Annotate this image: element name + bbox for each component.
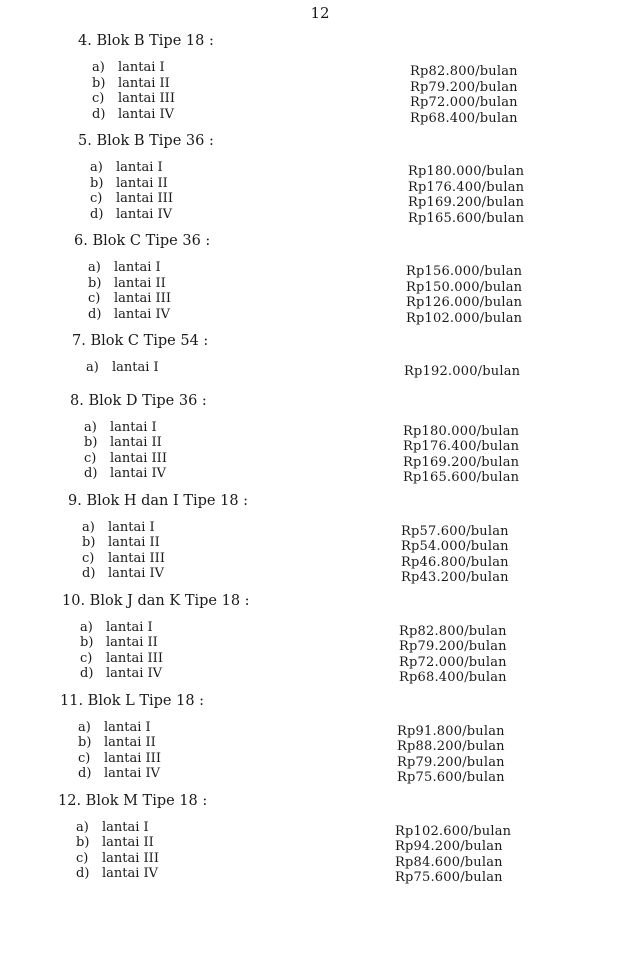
monthly-price: Rp156.000/bulan xyxy=(406,264,523,279)
floor-label: lantai I xyxy=(104,719,151,735)
tariff-row xyxy=(0,666,640,685)
floor-item xyxy=(82,551,165,566)
section-title: 9. Blok H dan I Tipe 18 : xyxy=(68,492,249,509)
floor-item xyxy=(92,91,175,106)
floor-label: lantai IV xyxy=(110,466,167,481)
floor-label: lantai III xyxy=(104,750,161,766)
monthly-price: Rp54.000/bulan xyxy=(401,539,509,554)
floor-item xyxy=(76,851,159,866)
monthly-price: Rp79.200/bulan xyxy=(397,754,505,770)
monthly-price: Rp72.000/bulan xyxy=(399,654,507,670)
tariff-row xyxy=(0,306,640,326)
monthly-price: Rp57.600/bulan xyxy=(401,523,509,539)
item-letter: b) xyxy=(76,835,90,850)
section-title: 7. Blok C Tipe 54 : xyxy=(72,333,209,349)
item-letter: d) xyxy=(90,206,104,222)
floor-item xyxy=(90,191,173,206)
floor-item xyxy=(92,107,174,122)
floor-item xyxy=(80,666,162,681)
tariff-row xyxy=(0,550,640,570)
floor-item xyxy=(82,566,164,581)
section-title: 4. Blok B Tipe 18 : xyxy=(78,33,214,49)
item-letter: b) xyxy=(82,535,96,550)
monthly-price: Rp75.600/bulan xyxy=(397,770,505,785)
floor-item xyxy=(84,451,167,466)
floor-label: lantai II xyxy=(106,635,158,650)
floor-label: lantai III xyxy=(114,291,171,306)
floor-item xyxy=(80,620,153,635)
floor-label: lantai IV xyxy=(114,306,171,322)
tariff-section xyxy=(0,490,640,585)
floor-label: lantai II xyxy=(116,175,168,191)
tariff-row xyxy=(0,735,640,754)
tariff-row xyxy=(0,535,640,554)
tariff-row xyxy=(0,60,640,79)
item-letter: c) xyxy=(92,91,105,106)
floor-label: lantai III xyxy=(106,650,163,666)
document-body xyxy=(0,30,640,890)
item-letter: c) xyxy=(76,850,89,866)
floor-label: lantai II xyxy=(102,835,154,850)
section-title: 10. Blok J dan K Tipe 18 : xyxy=(62,592,250,609)
monthly-price: Rp94.200/bulan xyxy=(395,839,503,854)
item-letter: c) xyxy=(88,291,101,306)
floor-label: lantai II xyxy=(108,535,160,550)
floor-item xyxy=(80,651,163,666)
item-letter: a) xyxy=(84,419,97,435)
item-letter: c) xyxy=(80,650,93,666)
tariff-row xyxy=(0,750,640,770)
floor-item xyxy=(82,535,160,550)
monthly-price: Rp165.600/bulan xyxy=(403,470,520,485)
tariff-row xyxy=(0,466,640,485)
floor-label: lantai IV xyxy=(102,866,159,881)
floor-item xyxy=(88,260,161,275)
tariff-row xyxy=(0,650,640,670)
floor-item xyxy=(82,520,155,535)
item-letter: b) xyxy=(84,435,98,450)
item-letter: b) xyxy=(80,635,94,650)
floor-item xyxy=(76,835,154,850)
floor-label: lantai II xyxy=(110,435,162,450)
item-letter: d) xyxy=(92,106,106,122)
item-letter: a) xyxy=(92,60,105,75)
tariff-section xyxy=(0,390,640,485)
item-letter: a) xyxy=(80,619,93,635)
floor-item xyxy=(90,176,168,191)
item-letter: a) xyxy=(90,160,103,175)
tariff-row xyxy=(0,360,640,379)
item-letter: d) xyxy=(84,466,98,481)
item-letter: d) xyxy=(88,306,102,322)
item-letter: c) xyxy=(78,750,91,766)
floor-label: lantai I xyxy=(112,360,159,375)
section-title: 6. Blok C Tipe 36 : xyxy=(74,233,211,249)
floor-item xyxy=(90,207,172,222)
floor-label: lantai II xyxy=(104,735,156,750)
tariff-row xyxy=(0,260,640,279)
tariff-row xyxy=(0,419,640,439)
floor-label: lantai III xyxy=(110,450,167,466)
tariff-row xyxy=(0,275,640,295)
tariff-section xyxy=(0,790,640,885)
item-letter: d) xyxy=(82,566,96,581)
floor-item xyxy=(76,820,149,835)
floor-label: lantai III xyxy=(116,191,173,206)
item-letter: d) xyxy=(80,666,94,681)
floor-item xyxy=(84,466,166,481)
floor-label: lantai III xyxy=(108,550,165,566)
tariff-row xyxy=(0,75,640,95)
tariff-row xyxy=(0,619,640,639)
floor-label: lantai I xyxy=(118,60,165,75)
item-letter: a) xyxy=(76,819,89,835)
item-letter: a) xyxy=(88,260,101,275)
floor-label: lantai IV xyxy=(104,766,161,781)
floor-label: lantai IV xyxy=(106,666,163,681)
monthly-price: Rp68.400/bulan xyxy=(410,110,518,126)
section-title: 11. Blok L Tipe 18 : xyxy=(60,692,205,709)
tariff-row xyxy=(0,866,640,885)
monthly-price: Rp79.200/bulan xyxy=(399,639,507,654)
item-letter: c) xyxy=(90,191,103,206)
item-letter: c) xyxy=(84,450,97,466)
floor-label: lantai I xyxy=(116,160,163,175)
monthly-price: Rp150.000/bulan xyxy=(406,279,523,295)
monthly-price: Rp180.000/bulan xyxy=(403,423,520,439)
floor-item xyxy=(86,360,159,375)
tariff-section xyxy=(0,690,640,785)
item-letter: b) xyxy=(78,735,92,750)
tariff-row xyxy=(0,291,640,310)
monthly-price: Rp82.800/bulan xyxy=(399,623,507,639)
floor-item xyxy=(92,76,170,91)
floor-label: lantai I xyxy=(106,619,153,635)
floor-label: lantai I xyxy=(114,260,161,275)
tariff-row xyxy=(0,175,640,195)
item-letter: b) xyxy=(90,175,104,191)
page-number: 12 xyxy=(310,4,330,22)
tariff-row xyxy=(0,835,640,854)
floor-item xyxy=(90,160,163,175)
tariff-row xyxy=(0,519,640,539)
section-title: 12. Blok M Tipe 18 : xyxy=(58,792,208,809)
item-letter: a) xyxy=(86,360,99,375)
monthly-price: Rp176.400/bulan xyxy=(408,179,525,195)
tariff-row xyxy=(0,435,640,454)
monthly-price: Rp180.000/bulan xyxy=(408,164,525,179)
floor-item xyxy=(78,766,160,781)
tariff-row xyxy=(0,106,640,126)
tariff-row xyxy=(0,206,640,226)
monthly-price: Rp91.800/bulan xyxy=(397,723,505,739)
tariff-row xyxy=(0,819,640,839)
floor-label: lantai I xyxy=(110,419,157,435)
floor-label: lantai IV xyxy=(116,206,173,222)
monthly-price: Rp102.000/bulan xyxy=(406,310,523,326)
floor-item xyxy=(88,276,166,291)
monthly-price: Rp169.200/bulan xyxy=(408,195,525,210)
floor-item xyxy=(88,291,171,306)
floor-label: lantai II xyxy=(114,275,166,291)
floor-label: lantai III xyxy=(118,91,175,106)
tariff-section xyxy=(0,330,640,379)
monthly-price: Rp126.000/bulan xyxy=(406,295,523,310)
item-letter: d) xyxy=(78,766,92,781)
item-letter: a) xyxy=(82,519,95,535)
tariff-row xyxy=(0,91,640,110)
monthly-price: Rp43.200/bulan xyxy=(401,570,509,585)
floor-item xyxy=(84,420,157,435)
monthly-price: Rp75.600/bulan xyxy=(395,870,503,885)
section-title: 5. Blok B Tipe 36 : xyxy=(78,133,214,149)
tariff-row xyxy=(0,850,640,870)
tariff-section xyxy=(0,230,640,326)
monthly-price: Rp68.400/bulan xyxy=(399,670,507,685)
tariff-row xyxy=(0,191,640,210)
item-letter: d) xyxy=(76,866,90,881)
monthly-price: Rp46.800/bulan xyxy=(401,554,509,570)
floor-item xyxy=(88,307,170,322)
monthly-price: Rp72.000/bulan xyxy=(410,95,518,110)
floor-item xyxy=(76,866,158,881)
monthly-price: Rp88.200/bulan xyxy=(397,739,505,754)
item-letter: b) xyxy=(88,275,102,291)
monthly-price: Rp165.600/bulan xyxy=(408,210,525,226)
floor-item xyxy=(80,635,158,650)
monthly-price: Rp169.200/bulan xyxy=(403,454,520,470)
monthly-price: Rp84.600/bulan xyxy=(395,854,503,870)
tariff-row xyxy=(0,719,640,739)
monthly-price: Rp79.200/bulan xyxy=(410,79,518,95)
floor-label: lantai III xyxy=(102,850,159,866)
tariff-section xyxy=(0,130,640,226)
item-letter: a) xyxy=(78,719,91,735)
item-letter: c) xyxy=(82,550,95,566)
monthly-price: Rp82.800/bulan xyxy=(410,64,518,79)
floor-item xyxy=(84,435,162,450)
floor-label: lantai II xyxy=(118,75,170,91)
floor-label: lantai IV xyxy=(118,106,175,122)
item-letter: b) xyxy=(92,75,106,91)
floor-label: lantai IV xyxy=(108,566,165,581)
monthly-price: Rp176.400/bulan xyxy=(403,439,520,454)
section-title: 8. Blok D Tipe 36 : xyxy=(70,392,207,409)
monthly-price: Rp192.000/bulan xyxy=(404,364,521,379)
tariff-row xyxy=(0,160,640,179)
tariff-section xyxy=(0,590,640,685)
floor-label: lantai I xyxy=(108,519,155,535)
tariff-row xyxy=(0,635,640,654)
floor-item xyxy=(78,751,161,766)
floor-item xyxy=(92,60,165,75)
floor-label: lantai I xyxy=(102,819,149,835)
floor-item xyxy=(78,735,156,750)
monthly-price: Rp102.600/bulan xyxy=(395,823,512,839)
tariff-section xyxy=(0,30,640,126)
tariff-row xyxy=(0,766,640,785)
tariff-row xyxy=(0,566,640,585)
floor-item xyxy=(78,720,151,735)
tariff-row xyxy=(0,450,640,470)
